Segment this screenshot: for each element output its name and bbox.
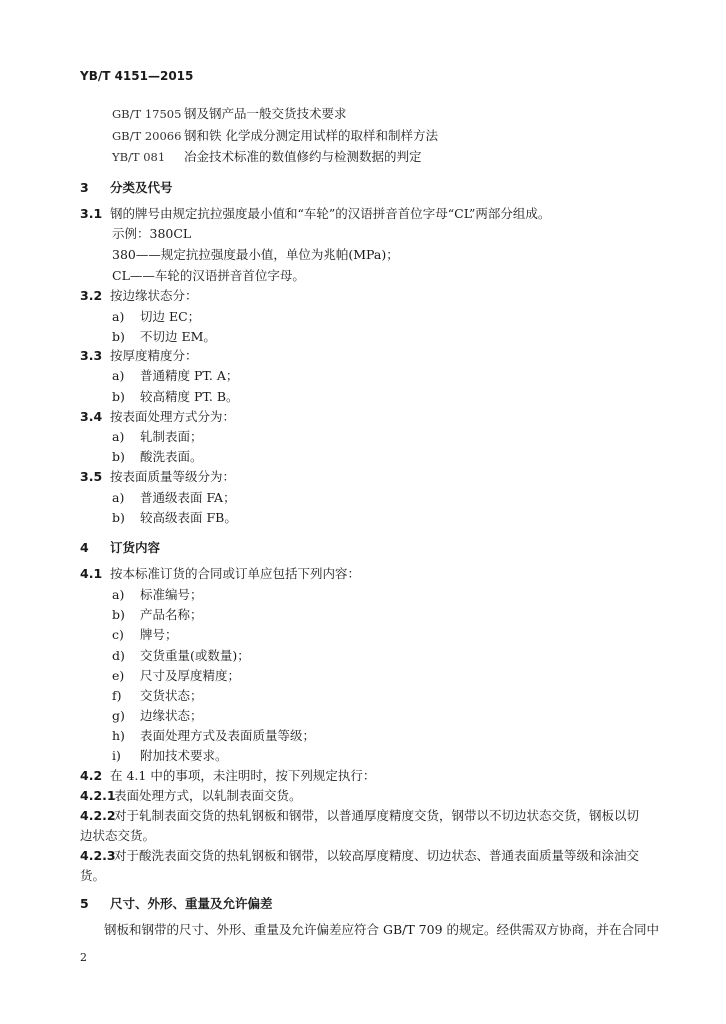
clause-4-2-2 [80,808,639,824]
clause-number: 4.2.2 [80,808,116,823]
list-text: 不切边 EM。 [140,329,216,344]
reference-code: GB/T 17505 [112,107,182,121]
clause-continuation: 货。 [80,868,106,883]
list-label: a) [112,429,125,444]
list-item [112,607,203,623]
list-label: a) [112,368,125,383]
list-label: a) [112,587,125,602]
clause-4-1 [80,566,360,582]
clause-text: 对于轧制表面交货的热轧钢板和钢带，以普通厚度精度交货，钢带以不切边状态交货，钢板以切 [114,808,640,823]
standard-header: YB/T 4151—2015 [80,69,194,83]
list-item [112,329,216,345]
clause-text: 在 4.1 中的事项，未注明时，按下列规定执行： [110,768,376,783]
list-label: b) [112,510,125,525]
clause-4-2-1 [80,788,302,804]
list-label: e) [112,668,125,683]
list-text: 普通级表面 FA； [140,490,236,505]
clause-3-4 [80,409,235,425]
section-title: 分类及代号 [110,180,173,195]
list-text: 交货重量(或数量)； [140,648,250,663]
clause-number: 3.2 [80,288,103,303]
clause-number: 3.5 [80,469,103,484]
list-item [112,688,203,704]
list-text: 牌号； [140,627,178,642]
clause-3-2 [80,288,198,304]
list-item [112,708,203,724]
reference-item [112,106,347,122]
clause-text: 钢的牌号由规定抗拉强度最小值和“车轮”的汉语拼音首位字母“CL”两部分组成。 [110,206,551,221]
page-number: 2 [80,951,87,964]
list-text: 较高精度 PT. B。 [140,389,239,404]
clause-text: 按厚度精度分： [110,348,198,363]
reference-title: 冶金技术标准的数值修约与检测数据的判定 [184,149,422,164]
clause-3-5 [80,469,235,485]
reference-code: GB/T 20066 [112,129,182,143]
list-text: 较高级表面 FB。 [140,510,237,525]
list-label: b) [112,607,125,622]
list-text: 酸洗表面。 [140,449,203,464]
clause-number: 4.2.3 [80,848,116,863]
list-label: b) [112,389,125,404]
clause-text: 按本标准订货的合同或订单应包括下列内容： [110,566,361,581]
list-text: 边缘状态； [140,708,203,723]
clause-number: 3.3 [80,348,103,363]
clause-text: 按边缘状态分： [110,288,198,303]
clause-4-2-3 [80,848,639,864]
list-item [112,648,250,664]
list-text: 标准编号； [140,587,203,602]
list-item [112,627,178,643]
list-text: 交货状态； [140,688,203,703]
clause-3-1 [80,206,550,222]
clause-number: 4.1 [80,566,103,581]
clause-number: 4.2 [80,768,103,783]
body-paragraph: 钢板和钢带的尺寸、外形、重量及允许偏差应符合 GB/T 709 的规定。经供需双方协商，并在合同中 [104,922,660,937]
clause-text: 按表面质量等级分为： [110,469,236,484]
list-label: c) [112,627,124,642]
list-label: d) [112,648,125,663]
clause-continuation: 边状态交货。 [80,828,156,843]
list-item [112,429,203,445]
list-text: 附加技术要求。 [140,748,228,763]
list-label: b) [112,329,125,344]
list-text: 尺寸及厚度精度； [140,668,241,683]
list-item [112,490,236,506]
clause-number: 3.4 [80,409,103,424]
list-text: 切边 EC； [140,309,201,324]
section-number: 3 [80,180,89,195]
clause-4-2 [80,768,375,784]
list-item [112,587,203,603]
list-text: 表面处理方式及表面质量等级； [140,728,316,743]
list-text: 产品名称； [140,607,203,622]
clause-text: 按表面处理方式分为： [110,409,236,424]
section-heading [80,180,173,196]
list-label: a) [112,309,125,324]
clause-number: 3.1 [80,206,103,221]
reference-title: 钢及钢产品一般交货技术要求 [184,106,347,121]
list-text: 普通精度 PT. A； [140,368,239,383]
list-item [112,449,203,465]
clause-text: 表面处理方式，以轧制表面交货。 [114,788,302,803]
clause-text: 对于酸洗表面交货的热轧钢板和钢带，以较高厚度精度、切边状态、普通表面质量等级和涂油交 [114,848,640,863]
note-text: CL——车轮的汉语拼音首位字母。 [112,268,305,283]
list-item [112,728,315,744]
list-label: h) [112,728,125,743]
list-item [112,748,228,764]
section-title: 尺寸、外形、重量及允许偏差 [110,896,273,911]
example-text: 示例：380CL [112,226,192,241]
section-heading [80,896,273,912]
list-item [112,389,239,405]
reference-item [112,128,438,144]
reference-title: 钢和铁 化学成分测定用试样的取样和制样方法 [184,128,438,143]
list-item [112,668,240,684]
list-text: 轧制表面； [140,429,203,444]
list-item [112,510,237,526]
list-label: a) [112,490,125,505]
clause-number: 4.2.1 [80,788,116,803]
section-number: 4 [80,540,89,555]
section-heading [80,540,160,556]
reference-code: YB/T 081 [112,150,166,164]
section-number: 5 [80,896,89,911]
list-item [112,309,200,325]
section-title: 订货内容 [110,540,161,555]
list-label: b) [112,449,125,464]
clause-3-3 [80,348,198,364]
list-item [112,368,238,384]
list-label: g) [112,708,125,723]
note-text: 380——规定抗拉强度最小值，单位为兆帕(MPa)； [112,247,399,262]
list-label: i) [112,748,121,763]
list-label: f) [112,688,122,703]
reference-item [112,149,422,165]
